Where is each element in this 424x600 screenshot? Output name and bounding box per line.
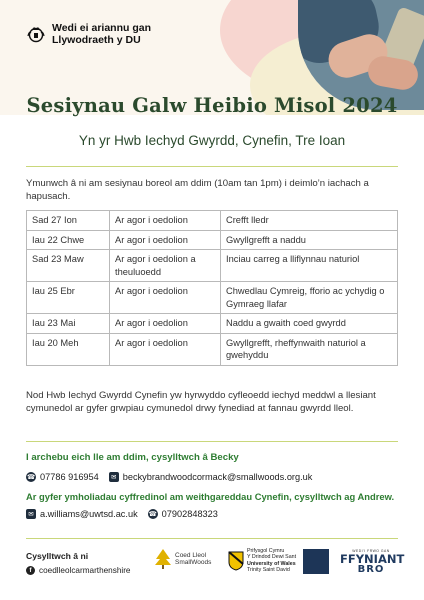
coed-lleol-line-2: SmallWoods: [175, 559, 212, 566]
ffyniant-bro-logo: [340, 549, 405, 575]
session-date: Iau 25 Ebr: [27, 282, 110, 314]
uwtsd-line-3: University of Wales: [247, 560, 296, 567]
session-activity: Chwedlau Cymreig, fforio ac ychydig o Gymraeg llafar: [221, 282, 398, 314]
enquiry-email[interactable]: a.williams@uwtsd.ac.uk: [40, 509, 138, 519]
intro-text: Ymunwch â ni am sesiynau boreol am ddim (10am tan 1pm) i deimlo’n iachach a hapusach.: [26, 178, 369, 202]
enquiry-phone[interactable]: 07902848323: [161, 509, 218, 519]
session-date: Iau 20 Meh: [27, 333, 110, 365]
coed-lleol-logo: [153, 548, 211, 570]
session-audience: Ar agor i oedolion: [110, 282, 221, 314]
session-activity: Naddu a gwaith coed gwyrdd: [221, 314, 398, 334]
university-shield-icon: [228, 551, 244, 571]
session-activity: Gwyllgrefft, rheffynwaith naturiol a gwehyddu: [221, 333, 398, 365]
divider: [26, 538, 398, 539]
session-activity: Inciau carreg a lliflynnau naturiol: [221, 250, 398, 282]
royal-crest-icon: [26, 24, 46, 44]
page-subtitle: Yn yr Hwb Iechyd Gwyrdd, Cynefin, Tre Ioan: [78, 133, 346, 148]
schedule-row: [27, 333, 398, 365]
page-title: Sesiynau Galw Heibio Misol 2024: [26, 94, 398, 117]
uwtsd-text: [247, 548, 296, 573]
uk-government-funding-logo: [26, 22, 151, 46]
uwtsd-line-4: Trinity Saint David: [247, 566, 290, 573]
divider: [26, 166, 398, 167]
session-date: Iau 22 Chwe: [27, 230, 110, 250]
booking-phone[interactable]: 07786 916954: [40, 472, 99, 482]
session-audience: Ar agor i oedolion: [110, 333, 221, 365]
schedule-body: [27, 211, 398, 366]
email-icon: ✉: [26, 509, 36, 519]
facebook-handle[interactable]: coedlleolcarmarthenshire: [39, 566, 131, 575]
connect-label: Cysylltwch â ni: [26, 551, 89, 561]
gov-line-1: Wedi ei ariannu gan: [52, 22, 151, 34]
gov-line-2: Llywodraeth y DU: [52, 34, 141, 46]
session-activity: Gwyllgrefft a naddu: [221, 230, 398, 250]
schedule-row: [27, 314, 398, 334]
phone-icon: ☎: [148, 510, 157, 518]
uwtsd-line-1: Prifysgol Cymru: [247, 548, 285, 554]
tree-icon: [153, 548, 173, 570]
ffyniant-small-text: WEDI'I FRWO GAN: [352, 549, 390, 553]
session-activity: Crefft lledr: [221, 211, 398, 231]
phone-icon: ☎: [26, 473, 36, 481]
uwtsd-logo: [228, 548, 296, 573]
booking-email[interactable]: beckybrandwoodcormack@smallwoods.org.uk: [122, 472, 313, 482]
uwtsd-line-2: Y Drindod Dewi Sant: [247, 554, 297, 561]
divider: [26, 441, 398, 442]
session-date: Iau 23 Mai: [27, 314, 110, 334]
booking-heading: I archebu eich lle am ddim, cysylltwch â Becky: [26, 452, 239, 463]
facebook-link[interactable]: [26, 566, 130, 575]
enquiries-heading: Ar gyfer ymholiadau cyffredinol am weithgareddau Cynefin, cysylltwch ag Andrew.: [26, 491, 395, 502]
session-audience: Ar agor i oedolion: [110, 211, 221, 231]
session-audience: Ar agor i oedolion: [110, 230, 221, 250]
schedule-row: [27, 211, 398, 231]
ffyniant-line-2: BRO: [357, 564, 385, 575]
coed-lleol-line-1: Coed Lleol: [175, 551, 207, 559]
government-partner-logo: [303, 549, 329, 574]
schedule-row: [27, 282, 398, 314]
ffyniant-line-1: FFYNIANT: [340, 552, 405, 566]
schedule-row: [27, 250, 398, 282]
schedule-row: [27, 230, 398, 250]
outro-text: Nod Hwb Iechyd Gwyrdd Cynefin yw hyrwyddo cyfleoedd iechyd meddwl a llesiant cymunedol ar gyfer grwpiau cymunedol drwy fynediad at fannau gwyrdd lleol.: [26, 390, 376, 414]
enquiry-contacts: [26, 509, 218, 519]
facebook-icon: f: [26, 566, 35, 575]
session-audience: Ar agor i oedolion: [110, 314, 221, 334]
gov-funding-text: [52, 22, 151, 46]
email-icon: ✉: [109, 472, 119, 482]
session-audience: Ar agor i oedolion a theuluoedd: [110, 250, 221, 282]
session-date: Sad 27 Ion: [27, 211, 110, 231]
coed-lleol-text: [175, 552, 211, 567]
schedule-table: [26, 210, 398, 366]
session-date: Sad 23 Maw: [27, 250, 110, 282]
booking-contacts: [26, 472, 312, 482]
